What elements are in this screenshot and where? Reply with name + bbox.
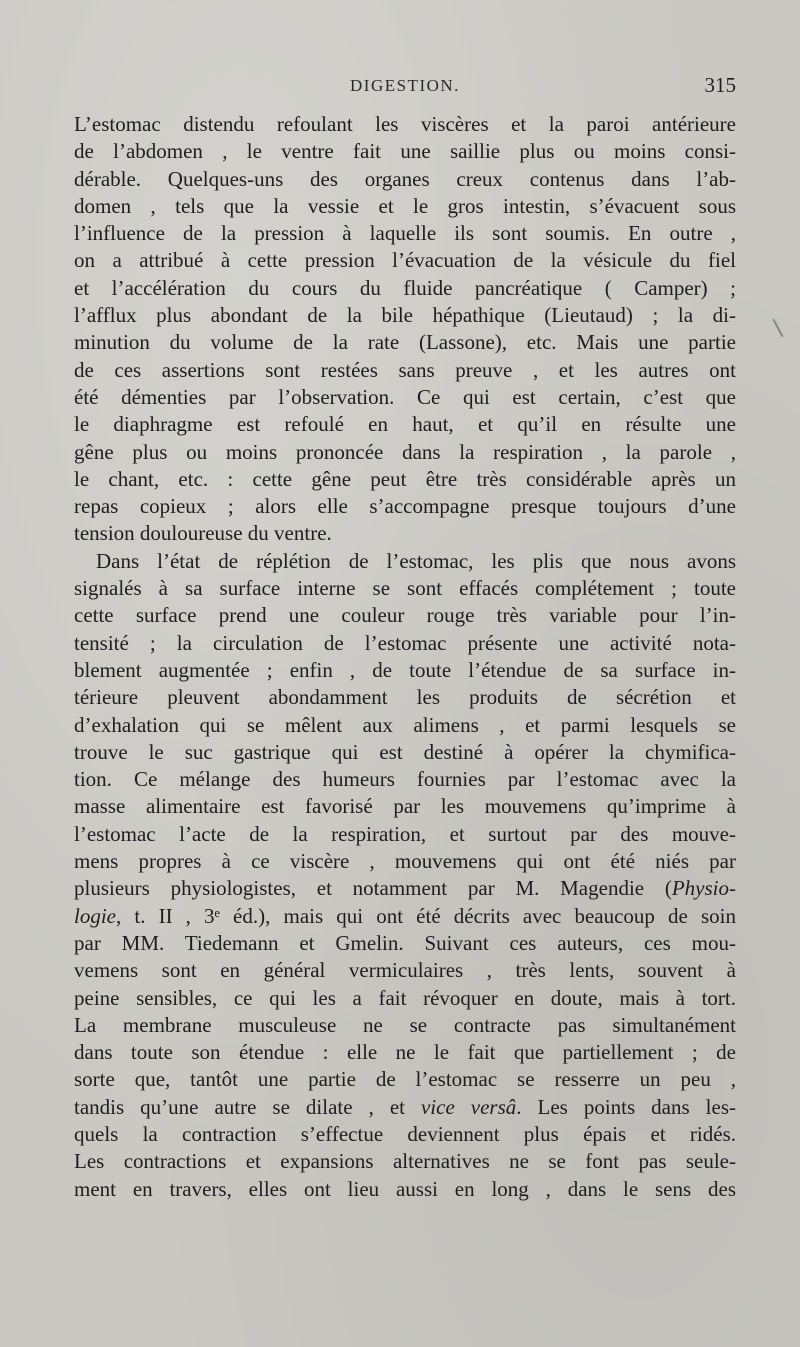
text-line: Dans l’état de réplétion de l’estomac, les plis que nous avons xyxy=(96,548,736,573)
text-line xyxy=(74,903,736,930)
text-line: d’exhalation qui se mêlent aux alimens , et parmi lesquels se xyxy=(74,712,736,737)
italic-phrase: vice versâ xyxy=(420,1094,517,1119)
text-span: , t. II , 3ᵉ éd.), mais qui ont été décrits avec beaucoup de soin xyxy=(116,903,736,928)
text-line: Les contractions et expansions alternatives ne se font pas seule- xyxy=(74,1149,736,1174)
text-line xyxy=(74,1094,736,1121)
paragraph-2 xyxy=(74,548,736,1203)
text-line xyxy=(74,875,736,902)
text-line: masse alimentaire est favorisé par les mouvemens qu’imprime à xyxy=(74,794,736,819)
text-line: ment en travers, elles ont lieu aussi en long , dans le sens des xyxy=(74,1176,736,1201)
text-line: gêne plus ou moins prononcée dans la respiration , la parole , xyxy=(74,439,736,464)
italic-citation: logie xyxy=(74,903,116,928)
text-line: quels la contraction s’effectue deviennent plus épais et ridés. xyxy=(74,1121,736,1146)
text-line: cette surface prend une couleur rouge très variable pour l’in- xyxy=(74,603,736,628)
text-line: par MM. Tiedemann et Gmelin. Suivant ces auteurs, ces mou- xyxy=(74,930,736,955)
text-line: de ces assertions sont restées sans preuve , et les autres ont xyxy=(74,357,736,382)
text-line: dans toute son étendue : elle ne le fait que partiellement ; de xyxy=(74,1040,736,1065)
text-span: plusieurs physiologistes, et notamment par M. Magendie ( xyxy=(74,876,672,901)
text-line: l’afflux plus abondant de la bile hépathique (Lieutaud) ; la di- xyxy=(74,303,736,328)
text-line: et l’accélération du cours du fluide pancréatique ( Camper) ; xyxy=(74,275,736,300)
text-line: on a attribué à cette pression l’évacuation de la vésicule du fiel xyxy=(74,248,736,273)
text-line: de l’abdomen , le ventre fait une saillie plus ou moins consi- xyxy=(74,139,736,164)
body-text xyxy=(74,111,736,1203)
text-line: minution du volume de la rate (Lassone), etc. Mais une partie xyxy=(74,330,736,355)
text-line: le diaphragme est refoulé en haut, et qu’il en résulte une xyxy=(74,412,736,437)
text-line: peine sensibles, ce qui les a fait révoquer en doute, mais à tort. xyxy=(74,985,736,1010)
paragraph-1 xyxy=(74,111,736,548)
text-line: dérable. Quelques-uns des organes creux contenus dans l’ab- xyxy=(74,166,736,191)
text-line: été démenties par l’observation. Ce qui est certain, c’est que xyxy=(74,384,736,409)
text-line: vemens sont en général vermiculaires , très lents, souvent à xyxy=(74,958,736,983)
page-header xyxy=(70,73,736,102)
text-line: tion. Ce mélange des humeurs fournies par l’estomac avec la xyxy=(74,767,736,792)
text-line: l’estomac l’acte de la respiration, et surtout par des mouve- xyxy=(74,821,736,846)
italic-citation: Physio- xyxy=(671,876,736,901)
text-span: tandis qu’une autre se dilate , et xyxy=(74,1094,421,1119)
running-head: DIGESTION. xyxy=(350,76,460,95)
text-line: tensité ; la circulation de l’estomac présente une activité nota- xyxy=(74,630,736,655)
text-line: L’estomac distendu refoulant les viscères et la paroi antérieure xyxy=(74,112,736,136)
margin-mark xyxy=(772,319,783,338)
text-line: térieure pleuvent abondamment les produits de sécrétion et xyxy=(74,685,736,710)
text-line: tension douloureuse du ventre. xyxy=(74,521,332,546)
text-line: blement augmentée ; enfin , de toute l’étendue de sa surface in- xyxy=(74,657,736,682)
text-line: sorte que, tantôt une partie de l’estomac se resserre un peu , xyxy=(74,1067,736,1092)
text-line: repas copieux ; alors elle s’accompagne presque toujours d’une xyxy=(74,494,736,519)
text-line: l’influence de la pression à laquelle ils sont soumis. En outre , xyxy=(74,221,736,246)
text-line: mens propres à ce viscère , mouvemens qui ont été niés par xyxy=(74,849,736,874)
text-line: signalés à sa surface interne se sont effacés complétement ; toute xyxy=(74,576,736,601)
text-span: . Les points dans les- xyxy=(516,1094,736,1119)
text-line: le chant, etc. : cette gêne peut être très considérable après un xyxy=(74,466,736,491)
text-line: La membrane musculeuse ne se contracte pas simultanément xyxy=(74,1012,736,1037)
text-line: domen , tels que la vessie et le gros intestin, s’évacuent sous xyxy=(74,193,736,218)
page-number: 315 xyxy=(704,73,736,97)
text-line: trouve le suc gastrique qui est destiné à opérer la chymifica- xyxy=(74,739,736,764)
